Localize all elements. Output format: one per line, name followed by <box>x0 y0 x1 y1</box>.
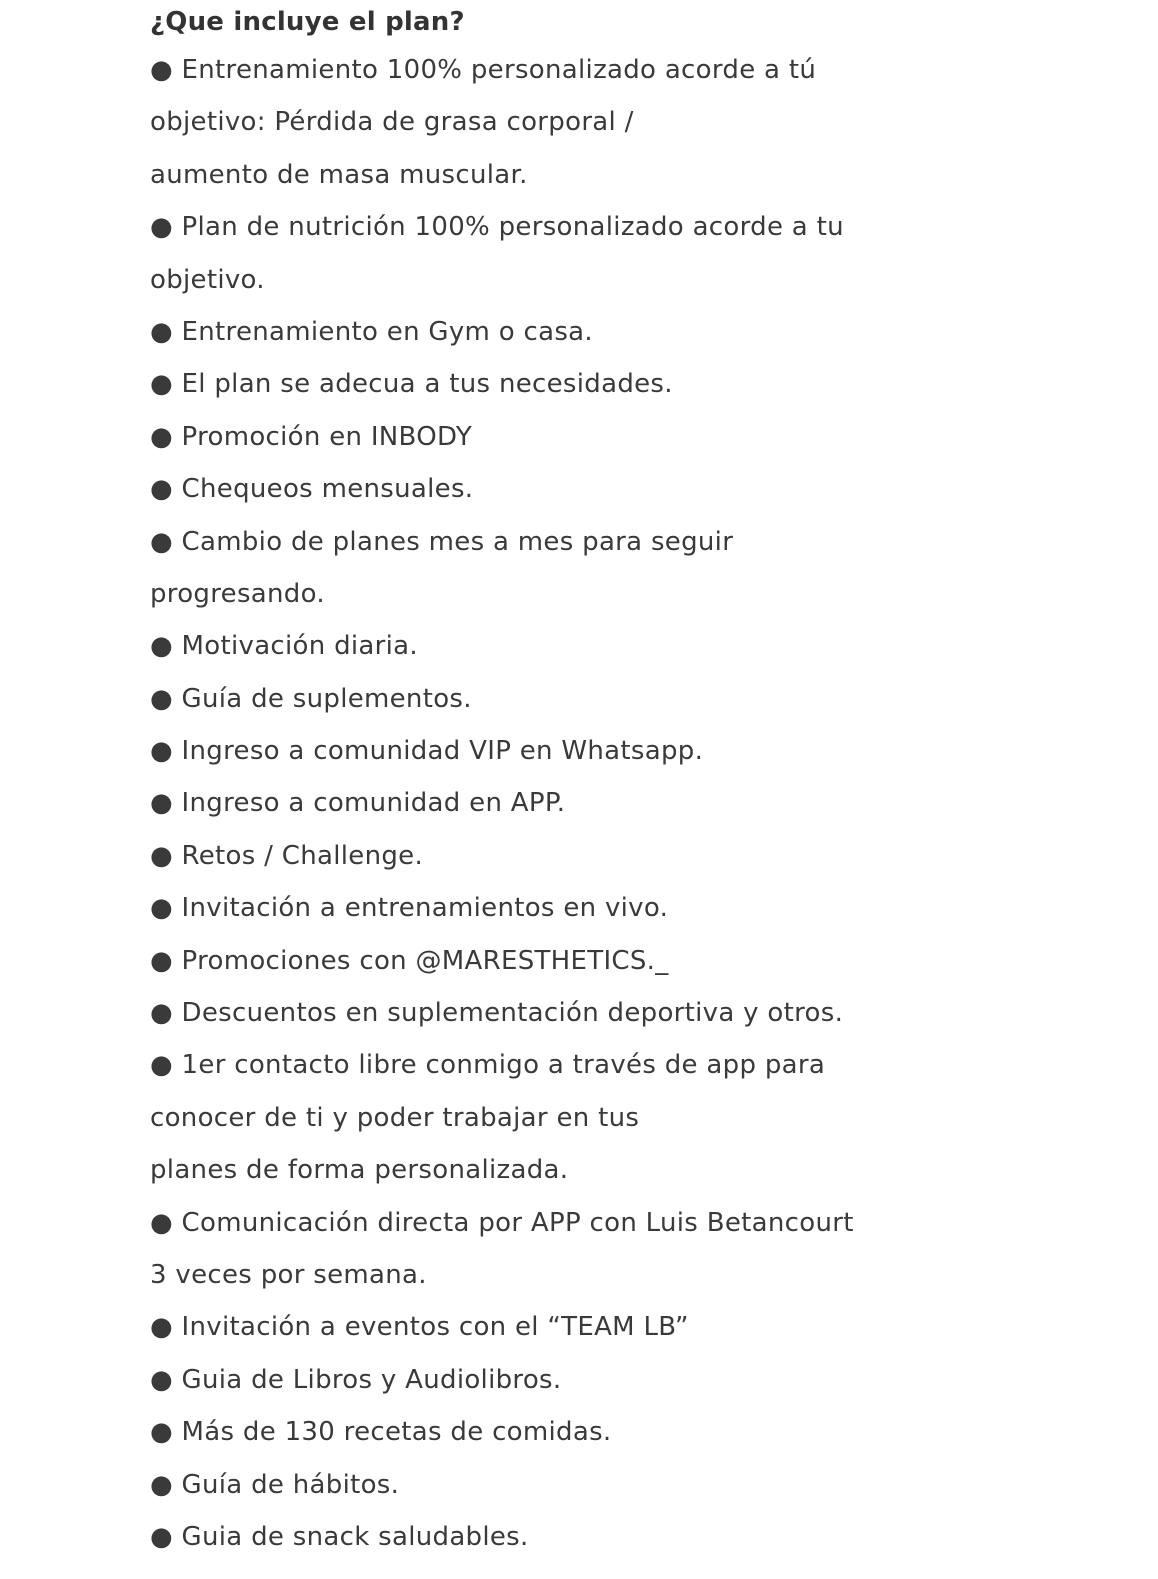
feature-line: ● Guía de hábitos. <box>150 1469 400 1500</box>
feature-line: ● Ingreso a comunidad en APP. <box>150 788 566 819</box>
feature-line: ● Ingreso a comunidad VIP en Whatsapp. <box>150 736 704 767</box>
feature-line: objetivo. <box>150 264 265 295</box>
feature-line: ● Comunicación directa por APP con Luis Betancourt <box>150 1207 854 1238</box>
feature-line: ● Más de 130 recetas de comidas. <box>150 1417 612 1448</box>
feature-line: ● Chequeos mensuales. <box>150 474 474 505</box>
feature-line: aumento de masa muscular. <box>150 159 528 190</box>
feature-line: ● Entrenamiento en Gym o casa. <box>150 316 593 347</box>
feature-line: ● Descuentos en suplementación deportiva y otros. <box>150 998 844 1029</box>
feature-line: ● Plan de nutrición 100% personalizado acorde a tu <box>150 212 844 243</box>
feature-line: conocer de ti y poder trabajar en tus <box>150 1102 640 1133</box>
feature-line: objetivo: Pérdida de grasa corporal / <box>150 107 634 138</box>
plan-content <box>150 0 1140 1563</box>
plan-features-list <box>150 44 1140 1563</box>
feature-line: ● Guia de Libros y Audiolibros. <box>150 1364 562 1395</box>
feature-line: 3 veces por semana. <box>150 1259 427 1290</box>
feature-line: ● Entrenamiento 100% personalizado acorde a tú <box>150 55 817 85</box>
feature-line: progresando. <box>150 578 325 609</box>
feature-line: ● El plan se adecua a tus necesidades. <box>150 369 673 400</box>
feature-line: ● 1er contacto libre conmigo a través de app para <box>150 1050 826 1081</box>
feature-line: ● Retos / Challenge. <box>150 840 424 871</box>
feature-line: ● Invitación a eventos con el “TEAM LB” <box>150 1312 689 1343</box>
feature-line: ● Promociones con @MARESTHETICS._ <box>150 945 669 976</box>
feature-line: ● Cambio de planes mes a mes para seguir <box>150 526 734 557</box>
feature-line: ● Guía de suplementos. <box>150 683 472 714</box>
feature-line: ● Promoción en INBODY <box>150 421 473 452</box>
feature-line: planes de forma personalizada. <box>150 1155 569 1186</box>
feature-line: ● Invitación a entrenamientos en vivo. <box>150 893 669 924</box>
plan-heading: ¿Que incluye el plan? <box>150 7 465 37</box>
feature-line: ● Guia de snack saludables. <box>150 1521 529 1552</box>
feature-line: ● Motivación diaria. <box>150 631 418 662</box>
